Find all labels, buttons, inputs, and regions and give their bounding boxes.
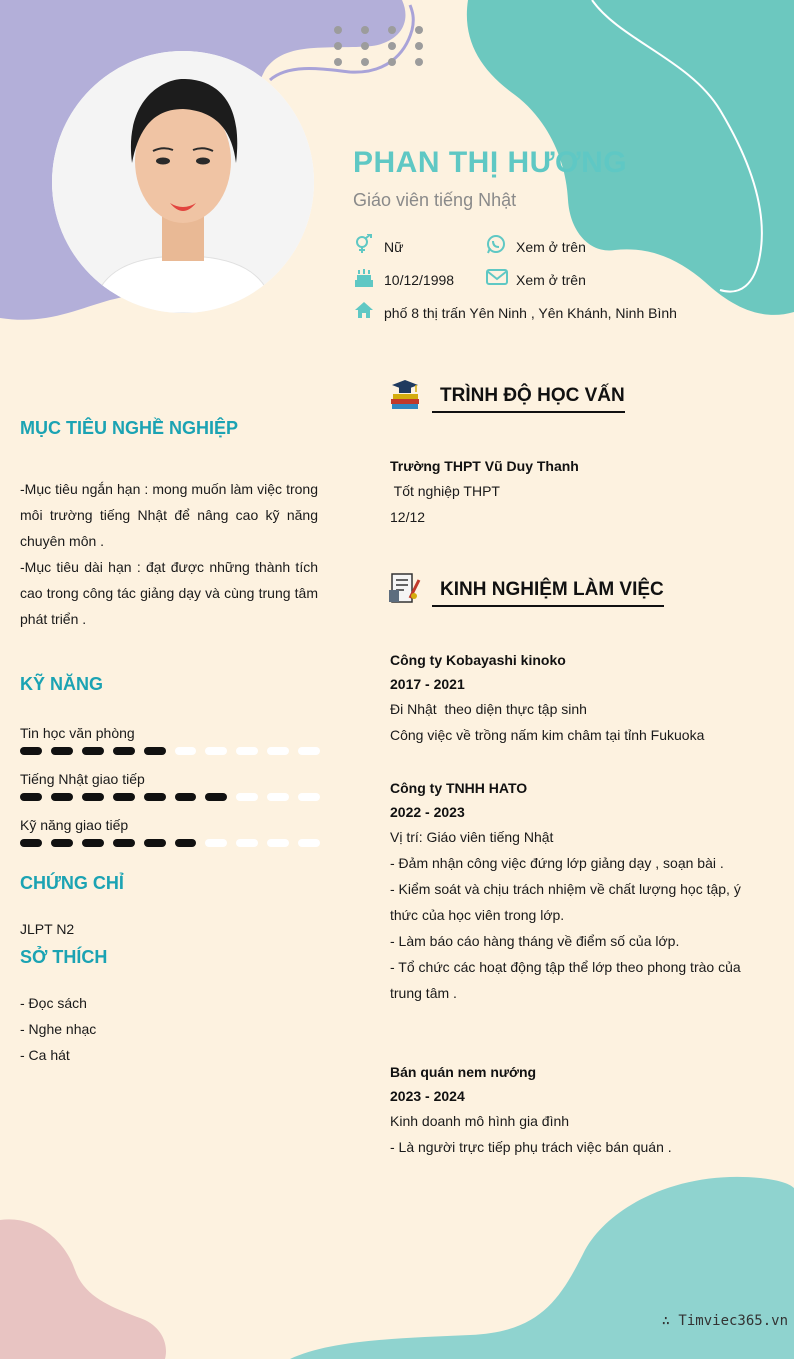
watermark: ∴ Timviec365.vn (661, 1313, 788, 1329)
skill-label: Kỹ năng giao tiếp (20, 817, 129, 833)
job-company: Công ty TNHH HATO (390, 780, 528, 796)
job-detail-line: - Tổ chức các hoạt động tập thể lớp theo phong trào của trung tâm . (390, 959, 741, 1001)
job-title: Giáo viên tiếng Nhật (353, 190, 517, 210)
job-detail-line: Công việc về trồng nấm kim châm tại tỉnh Fukuoka (390, 727, 705, 743)
skill-level-dot (236, 839, 258, 847)
education-school: Trường THPT Vũ Duy Thanh (390, 458, 579, 474)
job-detail-line: Vị trí: Giáo viên tiếng Nhật (390, 829, 554, 845)
job-company: Bán quán nem nướng (390, 1064, 537, 1080)
job-company: Công ty Kobayashi kinoko (390, 652, 566, 668)
job-period: 2017 - 2021 (390, 676, 465, 692)
skill-level-dot (51, 793, 73, 801)
skill-level-dot (267, 793, 289, 801)
job-period: 2022 - 2023 (390, 804, 465, 820)
skill-level-dot (205, 747, 227, 755)
work-experience-icon (388, 572, 422, 604)
job-detail-line: - Là người trực tiếp phụ trách việc bán quán . (390, 1139, 672, 1155)
skill-level-dot (144, 839, 166, 847)
skill-level-dot (82, 747, 104, 755)
birthday-cake-icon (354, 268, 374, 288)
gender-icon (354, 234, 374, 254)
certificates-heading: CHỨNG CHỈ (20, 873, 124, 893)
skill-level-dot (113, 793, 135, 801)
skill-level-dot (20, 839, 42, 847)
skill-level-dot (82, 793, 104, 801)
skill-level-dot (298, 793, 320, 801)
address-value: phố 8 thị trấn Yên Ninh , Yên Khánh, Ninh Bình (384, 305, 677, 321)
education-degree: Tốt nghiệp THPT (390, 483, 500, 499)
skill-level-dot (175, 793, 197, 801)
skill-level-dot (267, 747, 289, 755)
job-detail-line: - Làm báo cáo hàng tháng về điểm số của lớp. (390, 933, 680, 949)
skill-level-dot (20, 793, 42, 801)
skill-level-dot (236, 793, 258, 801)
hobbies-list (20, 990, 220, 1068)
skills-heading: KỸ NĂNG (20, 674, 104, 694)
skill-bar (20, 747, 320, 757)
home-icon (354, 301, 374, 319)
objective-heading: MỤC TIÊU NGHỀ NGHIỆP (20, 418, 239, 438)
job-details (390, 696, 770, 748)
job-detail-line: - Đảm nhận công việc đứng lớp giảng dạy , soạn bài . (390, 855, 724, 871)
skill-label: Tin học văn phòng (20, 725, 135, 741)
hobby-item: - Nghe nhạc (20, 1021, 97, 1037)
skill-label: Tiếng Nhật giao tiếp (20, 771, 145, 787)
skill-level-dot (175, 839, 197, 847)
skill-level-dot (267, 839, 289, 847)
skill-level-dot (144, 793, 166, 801)
skill-level-dot (113, 839, 135, 847)
skill-level-dot (20, 747, 42, 755)
skill-level-dot (51, 747, 73, 755)
job-period: 2023 - 2024 (390, 1088, 465, 1104)
job-detail-line: Đi Nhật theo diện thực tập sinh (390, 701, 587, 717)
skill-bar (20, 839, 320, 849)
hobby-item: - Ca hát (20, 1047, 70, 1063)
gender-value: Nữ (384, 239, 404, 255)
phone-icon (486, 234, 506, 254)
skill-level-dot (205, 793, 227, 801)
candidate-name: PHAN THỊ HƯƠNG (353, 146, 628, 179)
hobby-item: - Đọc sách (20, 995, 87, 1011)
experience-heading: KINH NGHIỆM LÀM VIỆC (432, 579, 664, 607)
phone-value: Xem ở trên (516, 239, 586, 255)
skill-level-dot (236, 747, 258, 755)
profile-photo (52, 51, 314, 313)
skill-level-dot (113, 747, 135, 755)
job-details (390, 824, 770, 1006)
portrait-image (52, 51, 314, 313)
skill-level-dot (144, 747, 166, 755)
skill-level-dot (298, 747, 320, 755)
job-detail-line: - Kiểm soát và chịu trách nhiệm về chất lượng học tập, ý thức của học viên trong lớp. (390, 881, 741, 923)
education-heading: TRÌNH ĐỘ HỌC VẤN (432, 385, 625, 413)
skill-level-dot (205, 839, 227, 847)
email-icon (486, 268, 508, 286)
objective-line: -Mục tiêu ngắn hạn : mong muốn làm việc trong môi trường tiếng Nhật để nâng cao kỹ năng chuyên môn . (20, 481, 318, 549)
skill-level-dot (175, 747, 197, 755)
objective-line: -Mục tiêu dài hạn : đạt được những thành tích cao trong công tác giảng dạy và cùng trung tâm phát triển . (20, 559, 318, 627)
skill-level-dot (51, 839, 73, 847)
job-details (390, 1108, 770, 1160)
skill-level-dot (82, 839, 104, 847)
skill-bar (20, 793, 320, 803)
email-value: Xem ở trên (516, 272, 586, 288)
skill-level-dot (298, 839, 320, 847)
education-grade: 12/12 (390, 509, 426, 525)
education-books-icon (388, 377, 422, 411)
certificate-item: JLPT N2 (20, 921, 75, 937)
job-detail-line: Kinh doanh mô hình gia đình (390, 1113, 570, 1129)
hobbies-heading: SỞ THÍCH (20, 947, 108, 967)
birthday-value: 10/12/1998 (384, 272, 455, 288)
objective-text (20, 476, 318, 632)
